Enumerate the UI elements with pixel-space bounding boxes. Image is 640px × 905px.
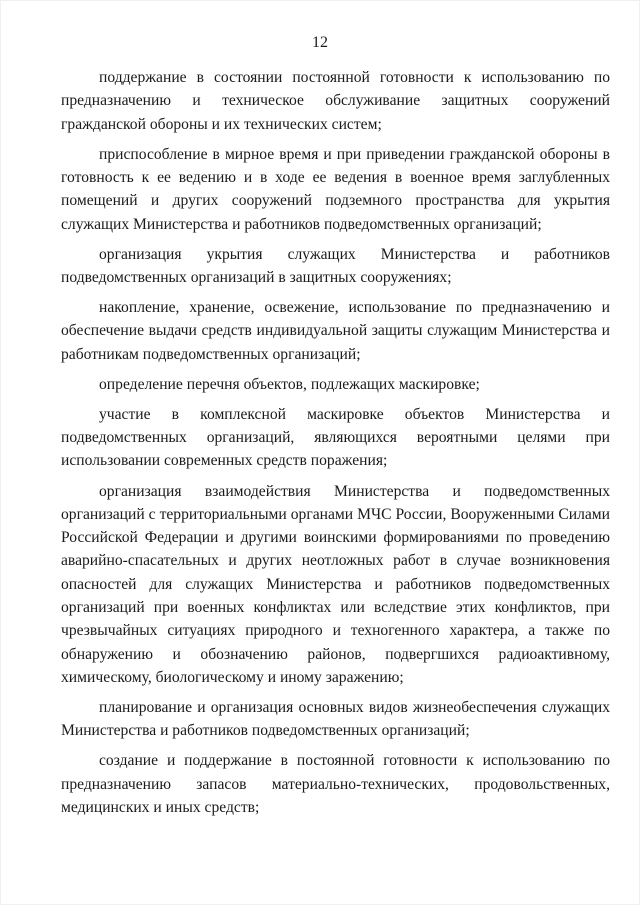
paragraph: определение перечня объектов, подлежащих маскировке; — [99, 375, 480, 393]
paragraph: приспособление в мирное время и при приведении гражданской обороны в готовность к ее ведению и в ходе ее ведения в военное время заглубленных помещений и других сооружений подземного пространства для укрытия служащих Министерства и работников подведомственных организаций; — [61, 145, 610, 233]
paragraph: поддержание в состоянии постоянной готовности к использованию по предназначению и техническое обслуживание защитных сооружений гражданской обороны и их технических систем; — [61, 69, 610, 133]
paragraph: создание и поддержание в постоянной готовности к использованию по предназначению запасов материально-технических, продовольственных, медицинских и иных средств; — [61, 752, 610, 816]
paragraph: накопление, хранение, освежение, использование по предназначению и обеспечение выдачи средств индивидуальной защиты служащим Министерства и работникам подведомственных организаций; — [61, 299, 610, 363]
page-number: 12 — [312, 34, 328, 51]
paragraph: участие в комплексной маскировке объектов Министерства и подведомственных организаций, являющихся вероятными целями при использовании современных средств поражения; — [61, 405, 610, 470]
paragraph: организация взаимодействия Министерства и подведомственных организаций с территориальными органами МЧС России, Вооруженными Силами Российской Федерации и другими воинскими формированиями по проведению аварийно-спасательных и других неотложных работ в случае возникновения опасностей для служащих Министерства и работников подведомственных организаций при военных конфликтах или вследствие этих конфликтов, при чрезвычайных ситуациях природного и техногенного характера, а также по обнаружению и обозначению районов, подвергшихся радиоактивному, химическому, биологическому и иному заражению; — [61, 482, 610, 686]
document-body — [61, 66, 610, 826]
paragraph: планирование и организация основных видов жизнеобеспечения служащих Министерства и работников подведомственных организаций; — [61, 699, 610, 740]
paragraph: организация укрытия служащих Министерства и работников подведомственных организаций в защитных сооружениях; — [61, 245, 610, 286]
